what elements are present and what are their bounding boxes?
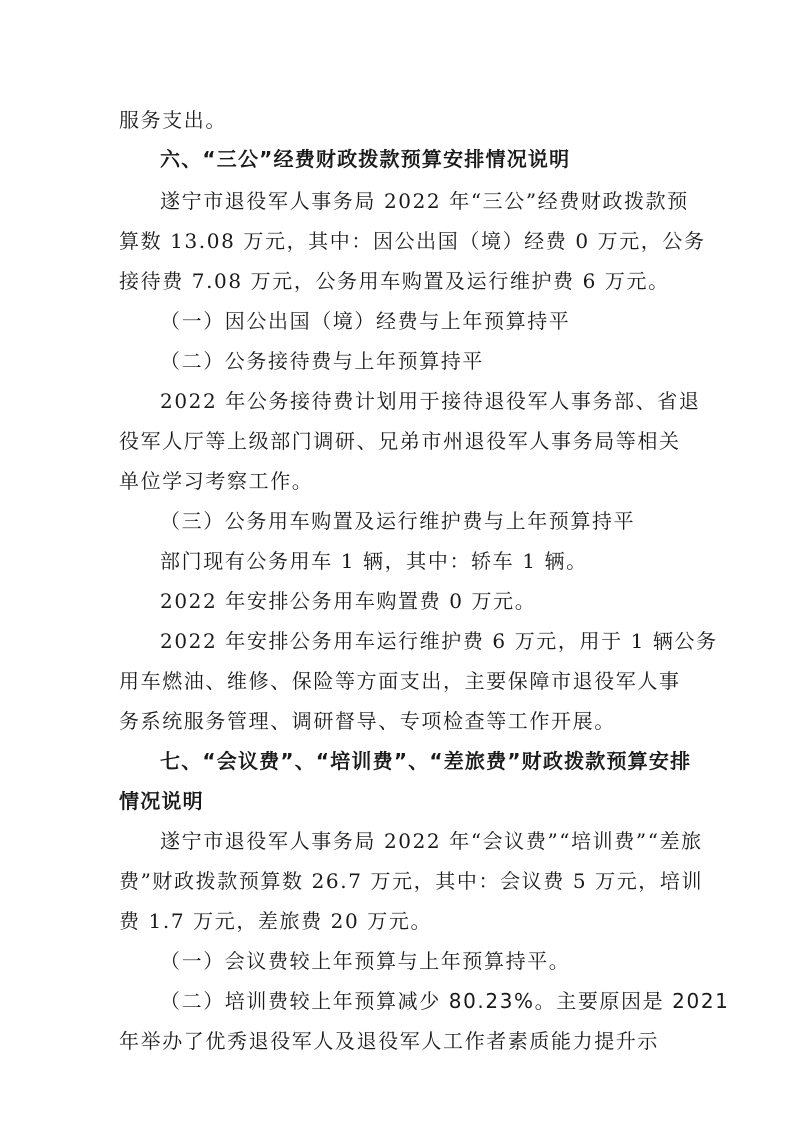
section-heading-six: 六、“三公”经费财政拨款预算安排情况说明 xyxy=(160,147,571,171)
paragraph-line: 务系统服务管理、调研督导、专项检查等工作开展。 xyxy=(119,709,616,733)
paragraph-line: 役军人厅等上级部门调研、兄弟市州退役军人事务局等相关 xyxy=(119,429,681,453)
subheading-2: （二）公务接待费与上年预算持平 xyxy=(160,349,484,373)
subheading-training: （二）培训费较上年预算减少 80.23%。主要原因是 2021 xyxy=(160,989,730,1013)
paragraph-line: 年举办了优秀退役军人及退役军人工作者素质能力提升示 xyxy=(119,1029,659,1053)
paragraph-line: 费”财政拨款预算数 26.7 万元，其中：会议费 5 万元，培训 xyxy=(119,869,704,893)
subheading-meeting: （一）会议费较上年预算与上年预算持平。 xyxy=(160,949,571,973)
subheading-1: （一）因公出国（境）经费与上年预算持平 xyxy=(160,309,571,333)
paragraph-line: 单位学习考察工作。 xyxy=(119,469,314,493)
paragraph-line: 遂宁市退役军人事务局 2022 年“三公”经费财政拨款预 xyxy=(160,189,689,213)
paragraph-line: 2022 年安排公务用车购置费 0 万元。 xyxy=(160,589,537,613)
paragraph-line: 遂宁市退役军人事务局 2022 年“会议费”“培训费”“差旅 xyxy=(160,829,703,853)
paragraph-line: 算数 13.08 万元，其中：因公出国（境）经费 0 万元，公务 xyxy=(119,229,706,253)
paragraph-line: 2022 年安排公务用车运行维护费 6 万元，用于 1 辆公务 xyxy=(160,629,718,653)
subheading-3: （三）公务用车购置及运行维护费与上年预算持平 xyxy=(160,509,636,533)
section-heading-seven: 七、“会议费”、“培训费”、“差旅费”财政拨款预算安排 xyxy=(160,749,692,773)
paragraph-line: 接待费 7.08 万元，公务用车购置及运行维护费 6 万元。 xyxy=(119,269,670,293)
paragraph-continuation: 服务支出。 xyxy=(119,108,227,132)
section-heading-seven-cont: 情况说明 xyxy=(119,789,204,813)
paragraph-line: 费 1.7 万元，差旅费 20 万元。 xyxy=(119,909,433,933)
paragraph-line: 部门现有公务用车 1 辆，其中：轿车 1 辆。 xyxy=(160,549,588,573)
paragraph-line: 用车燃油、维修、保险等方面支出，主要保障市退役军人事 xyxy=(119,669,681,693)
paragraph-line: 2022 年公务接待费计划用于接待退役军人事务部、省退 xyxy=(160,389,701,413)
